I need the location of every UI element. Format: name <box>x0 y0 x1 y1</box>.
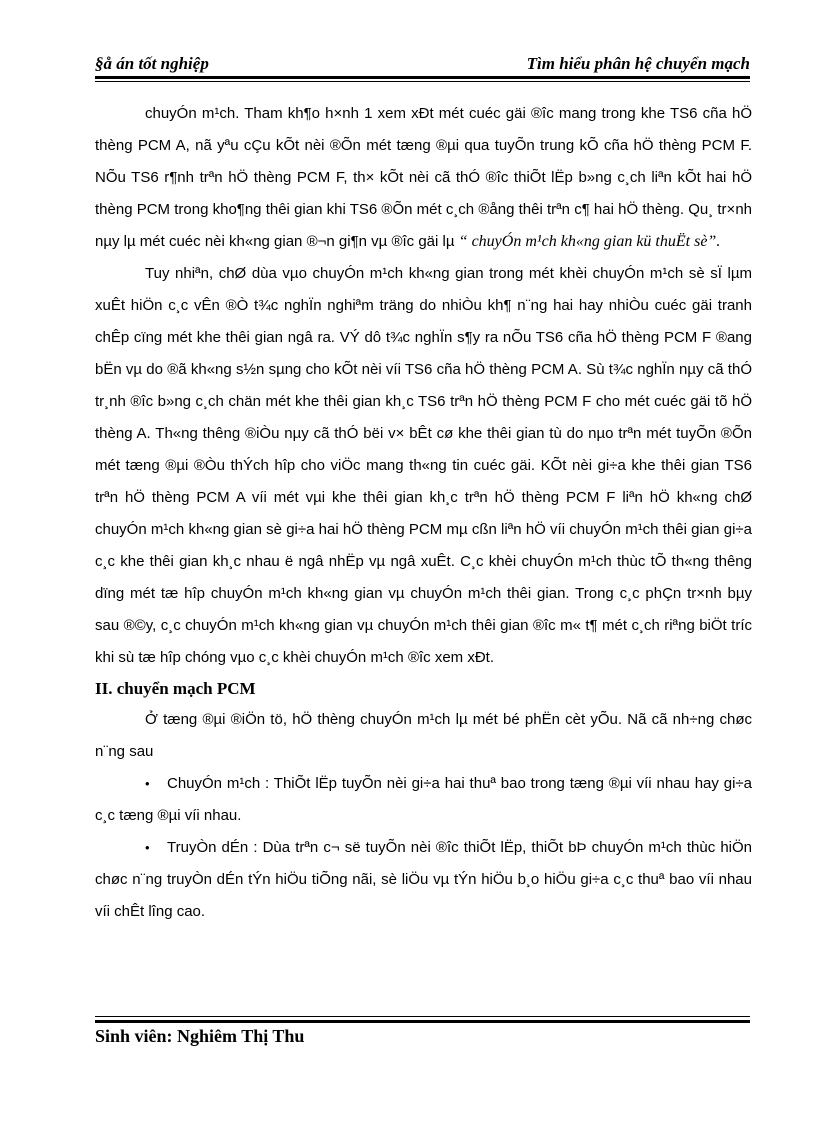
bullet-text: ChuyÓn m¹ch : ThiÕt lËp tuyÕn nèi gi÷a hai thuª bao trong tæng ®µi víi nhau hay gi÷a c¸c tæng ®µi víi nhau. <box>95 775 752 824</box>
header-right-title: Tìm hiểu phân hệ chuyển mạch <box>526 54 750 73</box>
header-rule-thin <box>95 81 750 82</box>
footer-rule-thin <box>95 1016 750 1017</box>
header-left-title: §å án tốt nghiệp <box>95 54 209 73</box>
section-heading: II. chuyển mạch PCM <box>95 679 256 698</box>
bullet-text: TruyÒn dÉn : Dùa trªn c¬ së tuyÕn nèi ®îc thiÕt lËp, thiÕt bÞ chuyÓn m¹ch thùc hiÖn chøc n¨ng truyÒn dÉn tÝn hiÖu tiÕng nãi, sè liÖu vµ tÝn hiÖu b¸o hiÖu gi÷a c¸c thuª bao víi nhau víi chÊt lîng cao. <box>95 839 752 920</box>
bullet-icon: • <box>145 840 150 855</box>
paragraph-1-text: chuyÓn m¹ch. Tham kh¶o h×nh 1 xem xÐt mét cuéc gäi ®îc mang trong khe TS6 cña hÖ thèng PCM A, nã yªu cÇu kÕt nèi ®Õn mét tæng ®µi qua tuyÕn trung kÕ cña hÖ thèng PCM F. NÕu TS6 r¶nh trªn hÖ thèng PCM F, th× kÕt nèi cã thÓ ®îc thiÕt lËp b»ng c¸ch liªn kÕt hai hÖ thèng PCM trong kho¶ng thêi gian khi TS6 ®Õn mét c¸ch ®ång thêi trªn c¶ hai hÖ thèng. Qu¸ tr×nh nµy lµ mét cuéc nèi kh«ng gian ®¬n gi¶n vµ ®îc gäi lµ <box>95 105 752 250</box>
page-header <box>95 52 750 76</box>
paragraph-1 <box>95 98 752 258</box>
paragraph-3: Ở tæng ®µi ®iÖn tö, hÖ thèng chuyÓn m¹ch lµ mét bé phËn cèt yÕu. Nã cã nh÷ng chøc n¨ng sau <box>95 711 752 760</box>
document-body <box>95 98 752 928</box>
footer-author: Sinh viên: Nghiêm Thị Thu <box>95 1026 305 1046</box>
header-rule-thick <box>95 76 750 79</box>
bullet-item-switching <box>95 768 752 832</box>
paragraph-2: Tuy nhiªn, chØ dùa vµo chuyÓn m¹ch kh«ng gian trong mét khèi chuyÓn m¹ch sè sÏ lµm xuÊt hiÖn c¸c vÊn ®Ò t¾c nghÏn nghiªm träng do nhiÒu kh¶ n¨ng hai hay nhiÒu cuéc gäi tranh chÊp cïng mét khe thêi gian ngâ ra. VÝ dô t¾c nghÏn s¶y ra nÕu TS6 cña hÖ thèng PCM F ®ang bËn vµ do ®ã kh«ng s½n sµng cho kÕt nèi víi TS6 cña hÖ thèng PCM A. Sù t¾c nghÏn nµy cã thÓ tr¸nh ®îc b»ng c¸ch chän mét khe thêi gian kh¸c TS6 trªn hÖ thèng PCM F cho mét cuéc gäi tõ hÖ thèng A. Th«ng thêng ®iÒu nµy cã thÓ bëi v× bÊt cø khe thêi gian tù do nµo trªn mét tuyÕn ®Õn mét tæng ®µi ®Òu thÝch hîp cho viÖc mang th«ng tin cuéc gäi. KÕt nèi gi÷a khe thêi gian TS6 trªn hÖ thèng PCM A víi mét vµi khe thêi gian kh¸c trªn hÖ thèng PCM F liªn hÖ kh«ng chØ chuyÓn m¹ch kh«ng gian sè gi÷a hai hÖ thèng PCM mµ cßn liªn hÖ víi chuyÓn m¹ch thêi gian gi÷a c¸c khe thêi gian kh¸c nhau ë ngâ nhËp vµ ngâ xuÊt. C¸c khèi chuyÓn m¹ch thùc tÕ th«ng thêng dïng mét tæ hîp chuyÓn m¹ch kh«ng gian vµ chuyÓn m¹ch thêi gian. Trong c¸c phÇn tr×nh bµy sau ®©y, c¸c chuyÓn m¹ch kh«ng gian vµ chuyÓn m¹ch thêi gian ®îc m« t¶ mét c¸ch riªng biÖt tríc khi sù tæ hîp chóng vµo c¸c khèi chuyÓn m¹ch ®îc xem xÐt. <box>95 265 752 666</box>
paragraph-1-italic: “ chuyÓn m¹ch kh«ng gian kü thuËt sè”. <box>458 233 721 250</box>
bullet-icon: • <box>145 776 150 791</box>
bullet-item-transmission <box>95 832 752 928</box>
footer-rule-thick <box>95 1020 750 1023</box>
